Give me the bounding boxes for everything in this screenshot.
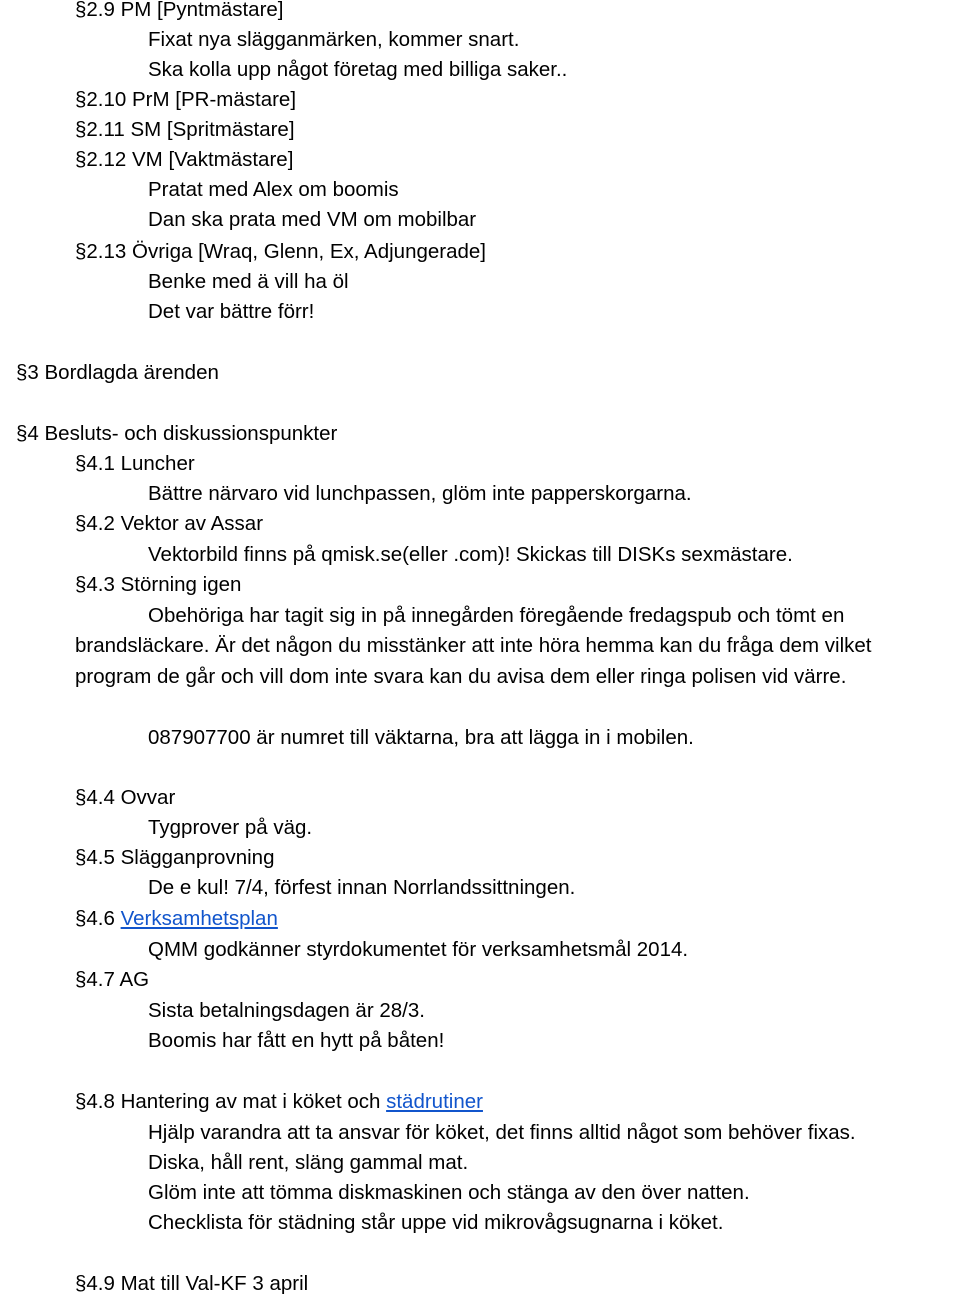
line-text: §2.13 Övriga [Wraq, Glenn, Ex, Adjungerade] <box>75 240 487 263</box>
document-line <box>148 816 312 840</box>
line-text: Hjälp varandra att ta ansvar för köket, det finns alltid något som behöver fixas. <box>148 1121 856 1144</box>
line-text: §4.3 Störning igen <box>75 573 242 596</box>
document-line <box>75 452 195 476</box>
line-text: Bättre närvaro vid lunchpassen, glöm inte papperskorgarna. <box>148 482 692 505</box>
line-text: Fixat nya slägganmärken, kommer snart. <box>148 28 520 51</box>
line-text: §2.9 PM [Pyntmästare] <box>75 0 284 21</box>
document-link[interactable]: Verksamhetsplan <box>120 907 278 930</box>
document-line <box>148 1181 750 1205</box>
line-text: §4.8 Hantering av mat i köket och <box>75 1090 387 1113</box>
line-text: program de går och vill dom inte svara kan du avisa dem eller ringa polisen vid värre. <box>75 665 847 688</box>
document-line <box>148 208 476 232</box>
document-line <box>148 543 793 567</box>
document-line <box>75 118 295 142</box>
document-line <box>148 300 314 324</box>
document-line <box>75 0 284 22</box>
line-text: §4 Besluts- och diskussionspunkter <box>16 422 338 445</box>
document-line <box>148 604 844 628</box>
line-text: Obehöriga har tagit sig in på innegården föregående fredagspub och tömt en <box>148 604 845 627</box>
document-line <box>148 938 688 962</box>
line-text: §3 Bordlagda ärenden <box>16 361 219 384</box>
document-line <box>16 422 337 446</box>
line-text: 087907700 är numret till väktarna, bra att lägga in i mobilen. <box>148 726 694 749</box>
document-line <box>75 907 278 931</box>
document-line <box>148 1029 444 1053</box>
line-text: §4.1 Luncher <box>75 452 195 475</box>
line-text: brandsläckare. Är det någon du misstänker att inte höra hemma kan du fråga dem vilket <box>75 634 872 657</box>
line-text: §4.4 Ovvar <box>75 786 176 809</box>
document-line <box>148 58 567 82</box>
line-text: Boomis har fått en hytt på båten! <box>148 1029 445 1052</box>
document-line <box>16 361 219 385</box>
line-text: §4.6 <box>75 907 121 930</box>
line-text: QMM godkänner styrdokumentet för verksamhetsmål 2014. <box>148 938 689 961</box>
document-line <box>75 968 149 992</box>
line-text: Vektorbild finns på qmisk.se(eller .com)! Skickas till DISKs sexmästare. <box>148 543 793 566</box>
line-text: Pratat med Alex om boomis <box>148 178 399 201</box>
line-text: Benke med ä vill ha öl <box>148 270 349 293</box>
document-line <box>75 1090 483 1114</box>
line-text: Dan ska prata med VM om mobilbar <box>148 208 477 231</box>
line-text: Tygprover på väg. <box>148 816 313 839</box>
document-line <box>75 512 263 536</box>
line-text: De e kul! 7/4, förfest innan Norrlandssittningen. <box>148 876 576 899</box>
document-line <box>75 846 274 870</box>
line-text: §4.7 AG <box>75 968 150 991</box>
document-line <box>75 573 241 597</box>
document-line <box>148 28 519 52</box>
line-text: §4.5 Slägganprovning <box>75 846 275 869</box>
line-text: Checklista för städning står uppe vid mikrovågsugnarna i köket. <box>148 1211 724 1234</box>
document-line <box>75 88 296 112</box>
document-line <box>148 726 694 750</box>
document-line <box>75 665 846 689</box>
line-text: Glöm inte att tömma diskmaskinen och stänga av den över natten. <box>148 1181 750 1204</box>
document-line <box>75 240 486 264</box>
document-line <box>148 482 692 506</box>
document-line <box>148 876 575 900</box>
document-line <box>148 1211 723 1235</box>
document-line <box>75 634 872 658</box>
line-text: §2.11 SM [Spritmästare] <box>75 118 295 141</box>
document-line <box>75 786 175 810</box>
line-text: §4.2 Vektor av Assar <box>75 512 264 535</box>
line-text: Det var bättre förr! <box>148 300 315 323</box>
document-line <box>148 178 399 202</box>
line-text: Sista betalningsdagen är 28/3. <box>148 999 425 1022</box>
line-text: §2.10 PrM [PR-mästare] <box>75 88 297 111</box>
document-line <box>148 270 349 294</box>
document-line <box>75 148 293 172</box>
line-text: §4.9 Mat till Val-KF 3 april <box>75 1272 309 1295</box>
document-link[interactable]: städrutiner <box>386 1090 483 1113</box>
line-text: §2.12 VM [Vaktmästare] <box>75 148 294 171</box>
line-text: Ska kolla upp något företag med billiga saker.. <box>148 58 568 81</box>
document-line <box>148 1121 856 1145</box>
document-line <box>75 1272 308 1296</box>
document-line <box>148 1151 468 1175</box>
line-text: Diska, håll rent, släng gammal mat. <box>148 1151 469 1174</box>
document-line <box>148 999 425 1023</box>
